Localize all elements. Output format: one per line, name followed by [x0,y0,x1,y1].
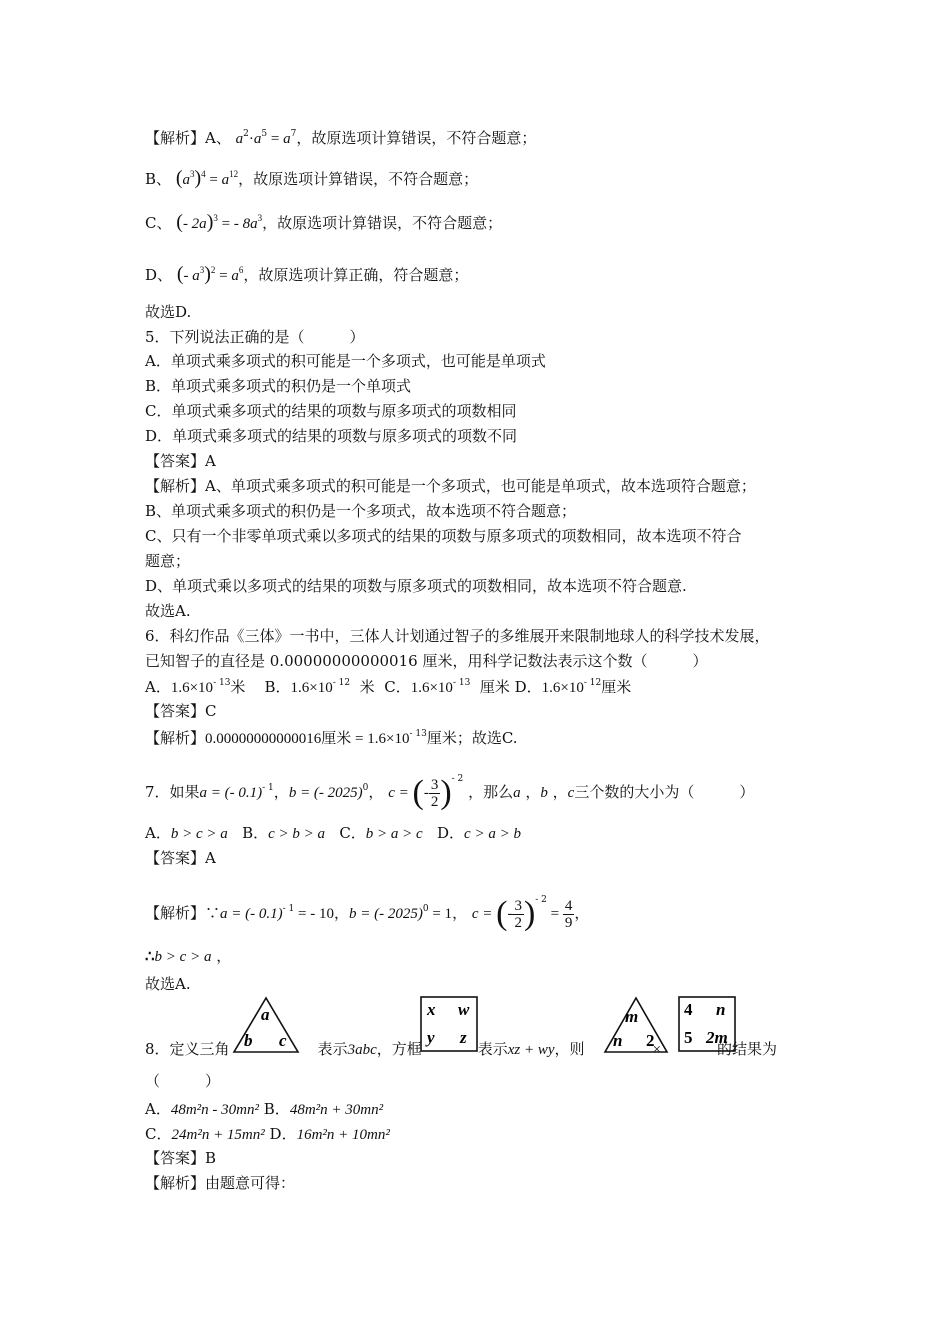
q8-answer: 【答案】B [145,1149,217,1167]
text: ，故原选项计算正确，符合题意； [243,266,469,284]
unit: 厘米 [479,678,510,696]
math: a = (- 0.1) [199,785,263,801]
unit: 米 [359,678,375,696]
q4-analysis-b [145,168,478,190]
math: a = (- 0.1) [220,906,283,922]
math: c [567,785,575,801]
numerator: 4 [564,897,573,914]
question-label: 8．定义三角 [145,1040,230,1058]
exponent: - 2 [451,774,464,784]
q8-options-cd [145,1124,390,1145]
math: a [283,131,291,147]
option-label: D、 [145,266,173,284]
q6-analysis [145,728,518,749]
q6-stem-1: 6．科幻作品《三体》一书中，三体人计划通过智子的多维展开来限制地球人的科学技术发展， [145,627,770,645]
unit: 厘米 [321,729,352,747]
text: 三个数的大小为（ ） [574,783,755,801]
q8-options-ab [145,1099,383,1120]
math: b [540,785,548,801]
q5-analysis-4: 题意； [145,552,191,570]
math: = 1.6×10 [351,731,410,747]
option-label: D． [269,1125,297,1143]
question-label: 7．如果 [145,783,200,801]
fraction [512,898,524,931]
q5-option-c: C．单项式乘多项式的结果的项数与原多项式的项数相同 [145,402,517,420]
times-symbol: × [652,1042,662,1058]
text: ，故原选项计算错误，不符合题意； [238,170,479,188]
triangle-left-label: b [244,1031,253,1050]
unit: 厘米 [601,678,632,696]
q6-answer: 【答案】C [145,702,217,720]
q5-conclusion: 故选A. [145,602,191,620]
triangle-left-label: n [613,1031,623,1050]
option-label: D． [514,678,542,696]
text: 厘米；故选C. [426,729,518,747]
fraction [429,777,441,810]
math: - 2a [182,216,207,232]
separator: ， [273,783,289,801]
triangle-figure-1 [232,996,300,1054]
q4-analysis-d [145,264,468,286]
q4-analysis-a [145,128,536,149]
exponent: 0 [362,783,369,793]
exponent: 12 [229,169,239,179]
math: a [221,172,230,188]
q5-answer: 【答案】A [145,452,216,470]
box-bottom-right-label: z [460,1028,467,1047]
option-label: A． [145,678,171,696]
math: a [513,785,521,801]
math: 1.6×10 [290,680,333,696]
q7-conclusion: 故选A. [145,975,191,993]
math: ) [440,774,452,811]
exponent: 3 [189,169,195,179]
exponent: - 13 [213,678,231,688]
box-top-right-label: w [458,1000,470,1019]
q8-paren: （ ） [145,1072,221,1090]
math: = - 10 [294,906,334,922]
exponent: 4 [201,169,206,179]
text: 表示 [317,1040,348,1058]
exponent: - 13 [452,678,471,688]
text: ，故原选项计算错误，不符合题意； [296,129,537,147]
box-figure-1 [420,996,478,1052]
box-top-left-label: x [427,1000,436,1019]
exponent: 0 [422,904,429,914]
exponent: 3 [257,213,263,223]
math: b = (- 2025) [349,906,423,922]
math: 0.00000000000016 [205,731,322,747]
text: ，故原选项计算错误，不符合题意； [262,214,503,232]
q7-answer: 【答案】A [145,849,216,867]
denominator: 9 [564,914,573,931]
triangle-top-label: a [261,1005,270,1024]
q4-analysis-c [145,212,502,234]
box-bottom-left-label: y [427,1028,435,1047]
triangle-right-label: 2 [646,1031,655,1050]
math: b > c > a [154,949,212,965]
q6-stem-2: 已知智子的直径是 0.00000000000016 厘米，用科学记数法表示这个数（ ） [145,652,708,670]
q5-analysis-3: C、只有一个非零单项式乘以多项式的结果的项数与原多项式的项数相同，故本选项不符合 [145,527,742,545]
denominator: 2 [514,914,522,931]
exponent: 3 [213,213,218,223]
math: c > b > a [268,826,325,842]
q5-option-d: D．单项式乘多项式的结果的项数与原多项式的项数不同 [145,427,518,445]
math: 1.6×10 [541,680,584,696]
math: 48m²n + 30mn² [289,1102,384,1118]
option-label: B． [264,678,291,696]
math: - [507,906,513,922]
fraction [563,898,575,931]
q7-therefore: ∴b > c > a ， [145,947,232,965]
box-bottom-right-label: 2m [706,1028,728,1047]
math: $(a^3)^4 = a^{12}$ [175,167,239,189]
option-label: C． [384,678,411,696]
option-label: B． [263,1100,290,1118]
separator: ， [368,783,384,801]
option-label: C、 [145,214,172,232]
option-label: A． [145,824,171,842]
q5-analysis-5: D、单项式乘以多项式的结果的项数与原多项式的项数相同，故本选项不符合题意. [145,577,687,595]
q6-options [145,677,631,698]
math: 3abc [347,1042,377,1058]
option-label: C． [339,824,366,842]
math: b > a > c [365,826,423,842]
q5-analysis-1: 【解析】A、单项式乘多项式的积可能是一个多项式，也可能是单项式，故本选项符合题意； [145,477,756,495]
math: (- 2a)$^3$ = - $8a^3$ [176,211,263,233]
exponent: 5 [261,129,268,139]
q7-options [145,823,521,844]
exponent: 2 [210,265,216,275]
math: xz + wy [507,1042,555,1058]
q5-option-b: B．单项式乘多项式的积仍是一个单项式 [145,377,412,395]
option-label: B． [242,824,269,842]
q8-analysis: 【解析】由题意可得： [145,1174,296,1192]
math: - 8a [233,216,258,232]
text: ，则 [554,1040,585,1058]
therefore-symbol: ∴ [145,947,155,965]
math: 24m²n + 15mn² [171,1127,265,1143]
q5-analysis-2: B、单项式乘多项式的积仍是一个多项式，故本选项不符合题意； [145,502,577,520]
text: ，那么 [468,783,514,801]
q4-conclusion: 故选D. [145,303,192,321]
box-top-left-label: 4 [684,1000,693,1019]
math: a [235,131,244,147]
option-label: B、 [145,170,172,188]
exponent: 7 [290,129,297,139]
text: 表示 [477,1040,508,1058]
box-figure-2 [678,996,736,1052]
exponent: 6 [238,265,244,275]
analysis-label: 【解析】∵ [145,904,221,922]
numerator: 3 [514,897,522,914]
analysis-label: 【解析】 [145,129,206,147]
math: a [182,172,190,188]
math: a [253,131,262,147]
exponent: - 2 [535,895,547,905]
math: 1.6×10 [170,680,214,696]
option-label: C． [145,1125,172,1143]
math: c = [471,906,497,922]
math: c = [388,785,413,801]
option-label: A． [145,1100,171,1118]
math: 16m²n + 10mn² [296,1127,390,1143]
analysis-label: 【解析】 [145,729,206,747]
numerator: 3 [430,776,439,793]
exponent: 3 [199,265,205,275]
triangle-top-label: m [625,1007,639,1026]
math: - [423,785,429,801]
exponent: - 1 [282,904,295,914]
option-label: D． [437,824,465,842]
math: 48m²n - 30mn² [170,1102,259,1118]
exponent: - 12 [332,678,351,688]
text: 的结果为 [717,1040,778,1058]
denominator: 2 [430,793,439,810]
text: ，方框 [376,1040,422,1058]
q5-option-a: A．单项式乘多项式的积可能是一个多项式，也可能是单项式 [145,352,546,370]
exponent: 2 [243,129,249,139]
triangle-right-label: c [279,1031,287,1050]
math: = [546,906,563,922]
q5-stem: 5．下列说法正确的是（ ） [145,328,365,346]
math: c > a > b [464,826,521,842]
math: = [267,131,284,147]
math: ( [412,774,424,811]
exponent: - 13 [409,729,427,739]
exponent: - 1 [262,783,274,793]
math: ( [496,895,508,932]
q7-analysis: 【解析】∵a = (- 0.1)$^{- 1}$ = - 10，b = (- 2025)$^0$ = 1， c = (- $\frac{3}{2}$ )$^{- 2}$ = $\frac{4}{9}$ ， [145,895,590,932]
option-label: A、 [205,129,231,147]
triangle-figure-2 [603,996,669,1054]
math: a [231,268,239,284]
math: ) [523,895,536,932]
box-top-right-label: n [716,1000,726,1019]
math: - a [183,268,200,284]
math: · [248,131,254,147]
unit: 米 [230,678,246,696]
q7-stem: 7．如果a = (- 0.1)$^{- 1}$，b = (- 2025)$^0$， c = (- $\frac{3}{2}$ )$^{- 2}$ ，那么a ，b ，c三个数的大小为（ ） [145,774,755,811]
math: b = (- 2025) [288,785,363,801]
math: (- $a^3)^2 = a^6$ [176,263,244,285]
math: b > c > a [170,826,228,842]
math: = 1 [428,906,453,922]
box-bottom-left-label: 5 [684,1028,693,1047]
exponent: - 12 [583,678,602,688]
math: 1.6×10 [410,680,453,696]
